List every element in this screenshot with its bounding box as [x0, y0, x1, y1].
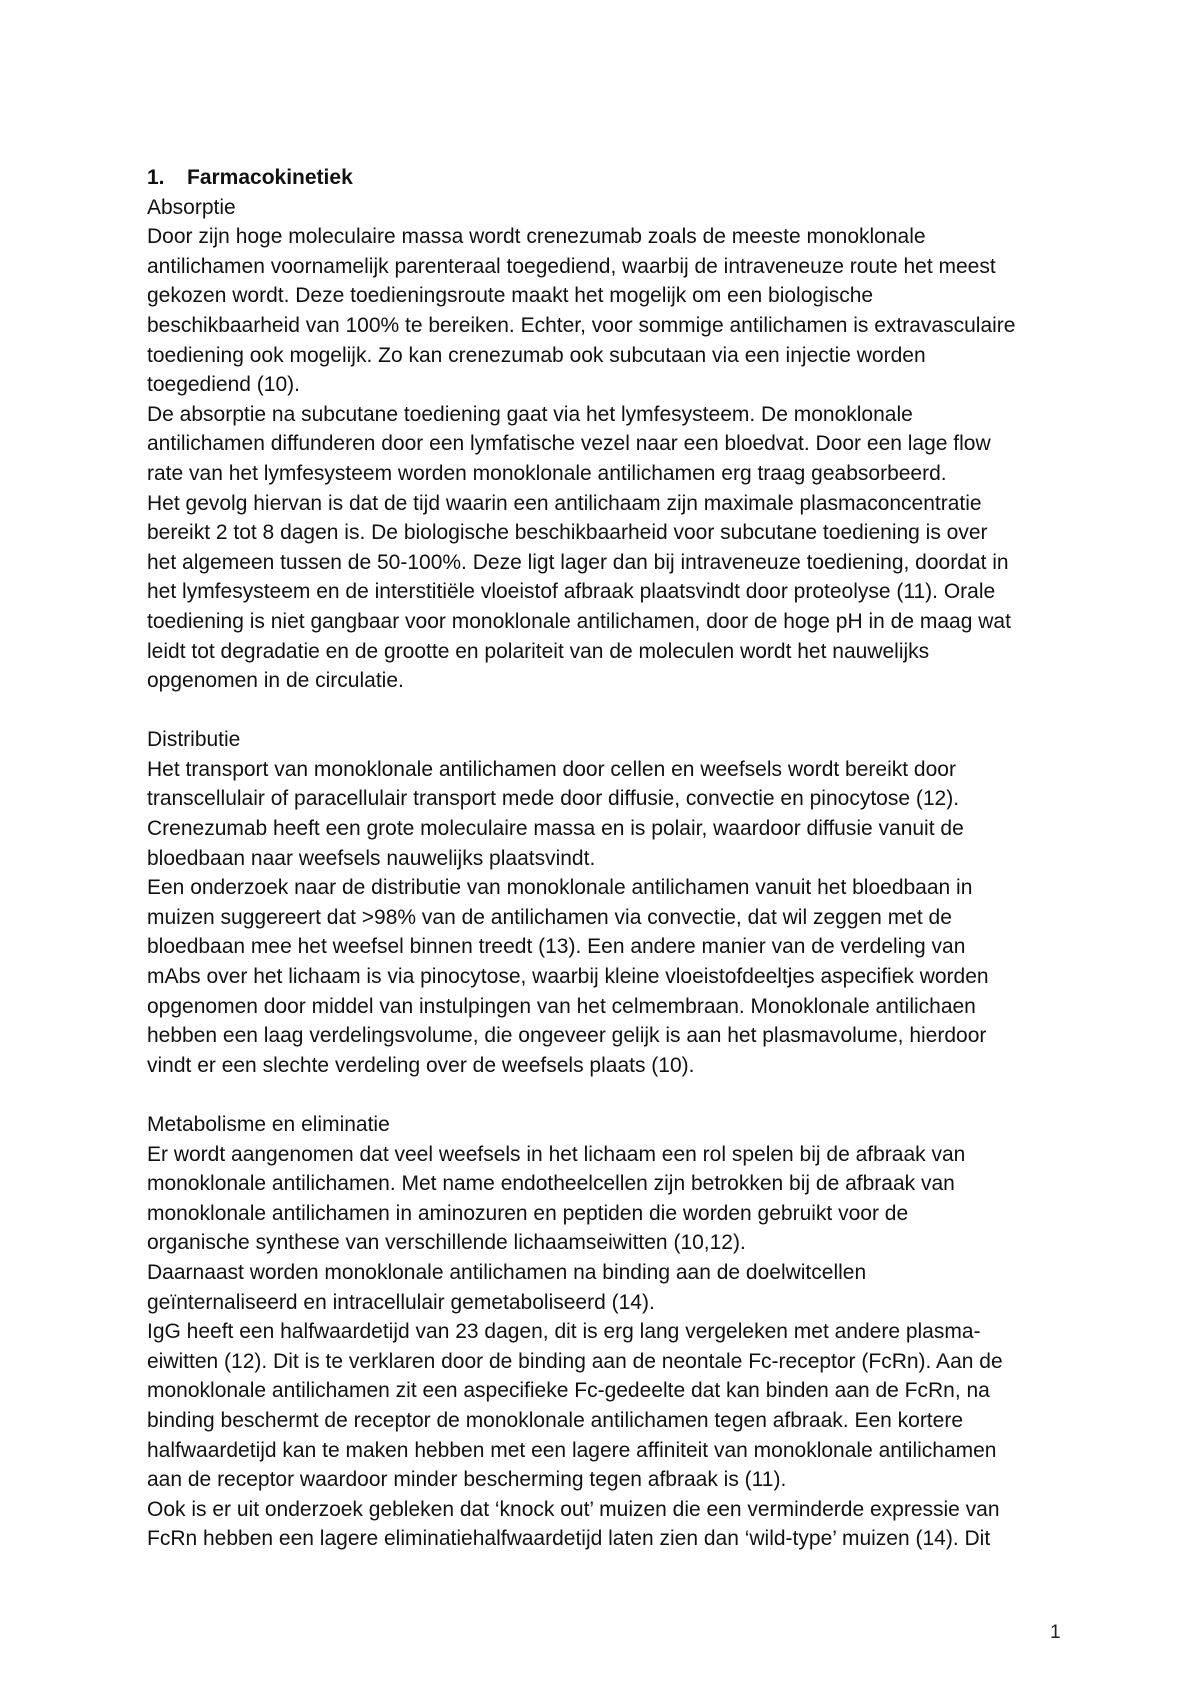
paragraph-line: De absorptie na subcutane toediening gaat via het lymfesysteem. De monoklonale [147, 402, 913, 426]
paragraph-line: Een onderzoek naar de distributie van monoklonale antilichamen vanuit het bloedbaan in [147, 876, 973, 900]
paragraph-line: antilichamen diffunderen door een lymfatische vezel naar een bloedvat. Door een lage flow [147, 432, 991, 456]
paragraph-line: Daarnaast worden monoklonale antilichamen na binding aan de doelwitcellen [147, 1260, 867, 1284]
paragraph-line: IgG heeft een halfwaardetijd van 23 dagen, dit is erg lang vergeleken met andere plasma- [147, 1320, 981, 1344]
paragraph-line: eiwitten (12). Dit is te verklaren door de binding aan de neontale Fc-receptor (FcRn). Aan de [147, 1349, 1003, 1373]
paragraph-line: bloedbaan mee het weefsel binnen treedt (13). Een andere manier van de verdeling van [147, 935, 966, 959]
sections-container [147, 193, 1077, 1554]
section-title: Metabolisme en eliminatie [147, 1113, 390, 1136]
section-spacer [147, 696, 1077, 726]
paragraph-line: opgenomen in de circulatie. [147, 669, 404, 693]
paragraph-line: toediening ook mogelijk. Zo kan crenezumab ook subcutaan via een injectie worden [147, 343, 926, 367]
paragraph-line: muizen suggereert dat >98% van de antilichamen via convectie, dat wil zeggen met de [147, 905, 952, 929]
paragraph-line: Door zijn hoge moleculaire massa wordt crenezumab zoals de meeste monoklonale [147, 225, 926, 249]
chapter-heading [147, 163, 1077, 193]
paragraph-line: opgenomen door middel van instulpingen van het celmembraan. Monoklonale antilichaen [147, 994, 976, 1018]
paragraph-line: bloedbaan naar weefsels nauwelijks plaatsvindt. [147, 846, 596, 870]
paragraph-line: halfwaardetijd kan te maken hebben met een lagere affiniteit van monoklonale antilichamen [147, 1438, 997, 1462]
page-number: 1 [1050, 1622, 1061, 1643]
paragraph-line: monoklonale antilichamen in aminozuren en peptiden die worden gebruikt voor de [147, 1201, 909, 1225]
paragraph-line: het algemeen tussen de 50-100%. Deze ligt lager dan bij intraveneuze toediening, doordat in [147, 550, 1009, 574]
paragraph-line: transcellulair of paracellulair transport mede door diffusie, convectie en pinocytose (12). [147, 787, 960, 811]
paragraph-line: FcRn hebben een lagere eliminatiehalfwaardetijd laten zien dan ‘wild-type’ muizen (14). Dit [147, 1527, 991, 1551]
paragraph-line: rate van het lymfesysteem worden monoklonale antilichamen erg traag geabsorbeerd. [147, 461, 947, 485]
paragraph-line: bereikt 2 tot 8 dagen is. De biologische beschikbaarheid voor subcutane toediening is over [147, 521, 988, 545]
paragraph-line: Het transport van monoklonale antilichamen door cellen en weefsels wordt bereikt door [147, 757, 956, 781]
paragraph-line: toediening is niet gangbaar voor monoklonale antilichamen, door de hoge pH in de maag wat [147, 609, 1011, 633]
paragraph-line: aan de receptor waardoor minder bescherming tegen afbraak is (11). [147, 1468, 787, 1492]
paragraph-line: monoklonale antilichamen zit een aspecifieke Fc-gedeelte dat kan binden aan de FcRn, na [147, 1379, 990, 1403]
paragraph-line: antilichamen voornamelijk parenteraal toegediend, waarbij de intraveneuze route het meest [147, 254, 996, 278]
chapter-title: Farmacokinetiek [187, 166, 353, 189]
paragraph-line: vindt er een slechte verdeling over de weefsels plaats (10). [147, 1053, 695, 1077]
chapter-number: 1. [147, 166, 165, 189]
paragraph-line: Er wordt aangenomen dat veel weefsels in het lichaam een rol spelen bij de afbraak van [147, 1142, 966, 1166]
paragraph-line: beschikbaarheid van 100% te bereiken. Echter, voor sommige antilichamen is extravasculaire [147, 313, 1016, 337]
section-spacer [147, 1080, 1077, 1110]
paragraph-line: Ook is er uit onderzoek gebleken dat ‘knock out’ muizen die een verminderde expressie van [147, 1497, 1000, 1521]
section-title: Absorptie [147, 195, 236, 219]
paragraph-line: hebben een laag verdelingsvolume, die ongeveer gelijk is aan het plasmavolume, hierdoor [147, 1024, 987, 1048]
paragraph-line: organische synthese van verschillende lichaamseiwitten (10,12). [147, 1231, 746, 1255]
paragraph-line: binding beschermt de receptor de monoklonale antilichamen tegen afbraak. Een kortere [147, 1408, 963, 1432]
paragraph-line: geïnternaliseerd en intracellulair gemetaboliseerd (14). [147, 1290, 655, 1314]
paragraph-line: toegediend (10). [147, 373, 300, 397]
paragraph-line: mAbs over het lichaam is via pinocytose, waarbij kleine vloeistofdeeltjes aspecifiek worden [147, 965, 989, 989]
paragraph-line: gekozen wordt. Deze toedieningsroute maakt het mogelijk om een biologische [147, 284, 874, 308]
section-title: Distributie [147, 728, 241, 752]
paragraph-line: monoklonale antilichamen. Met name endotheelcellen zijn betrokken bij de afbraak van [147, 1172, 955, 1196]
paragraph-line: leidt tot degradatie en de grootte en polariteit van de moleculen wordt het nauwelijks [147, 639, 930, 663]
paragraph-line: Het gevolg hiervan is dat de tijd waarin een antilichaam zijn maximale plasmaconcentratie [147, 491, 982, 515]
paragraph-line: Crenezumab heeft een grote moleculaire massa en is polair, waardoor diffusie vanuit de [147, 817, 964, 841]
document-page [147, 163, 1077, 1554]
paragraph-line: het lymfesysteem en de interstitiële vloeistof afbraak plaatsvindt door proteolyse (11). Orale [147, 580, 996, 604]
